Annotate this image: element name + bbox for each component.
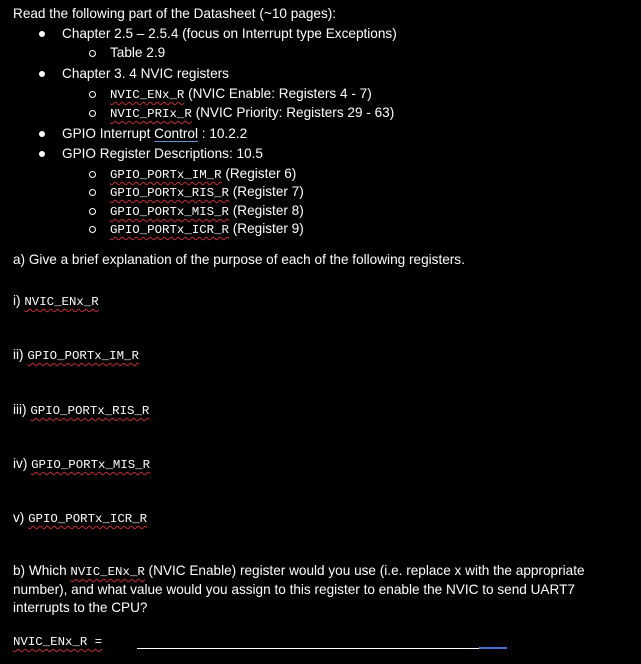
register-name: GPIO_PORTx_IM_R	[110, 168, 222, 182]
bullet-gpio-register-descriptions: GPIO Register Descriptions: 10.5	[62, 146, 263, 161]
question-b-register: NVIC_ENx_R	[70, 565, 145, 579]
sub-bullet-ring	[89, 171, 96, 178]
bullet-dot	[39, 131, 45, 137]
sub-bullet-ring	[89, 208, 96, 215]
bullet-chapter-2-5: Chapter 2.5 – 2.5.4 (focus on Interrupt type Exceptions)	[62, 26, 397, 41]
register-name: GPIO_PORTx_ICR_R	[110, 223, 229, 237]
item-v	[13, 509, 147, 528]
register-note: (Register 9)	[228, 221, 304, 236]
sub-bullet-ring	[89, 110, 96, 117]
item-register: NVIC_ENx_R	[24, 295, 99, 309]
gpio-int-number: : 10.2.2	[198, 126, 248, 141]
answer-label	[13, 633, 102, 651]
bullet-gpio-im	[110, 165, 296, 184]
gpio-int-link[interactable]: Control	[154, 126, 198, 141]
answer-cursor-marker	[479, 647, 507, 649]
register-note: (Register 7)	[228, 184, 304, 199]
bullet-table-2-9: Table 2.9	[110, 45, 166, 60]
bullet-dot	[39, 31, 45, 37]
sub-bullet-ring	[89, 226, 96, 233]
item-number: iii)	[13, 402, 31, 417]
item-register: GPIO_PORTx_MIS_R	[31, 458, 151, 472]
gpio-int-label: GPIO Interrupt	[62, 126, 155, 141]
answer-blank-line[interactable]	[137, 648, 479, 649]
bullet-gpio-interrupt-control	[62, 125, 247, 143]
register-name: NVIC_ENx_R	[110, 88, 185, 102]
bullet-dot	[39, 151, 45, 157]
bullet-nvic-priority	[110, 104, 394, 123]
register-note: (Register 6)	[221, 166, 297, 181]
item-ii	[13, 346, 139, 365]
bullet-gpio-mis	[110, 202, 304, 221]
item-i	[13, 292, 99, 311]
bullet-gpio-icr	[110, 220, 304, 239]
item-number: ii)	[13, 347, 28, 362]
bullet-nvic-enable	[110, 85, 372, 104]
sub-bullet-ring	[89, 91, 96, 98]
item-register: GPIO_PORTx_ICR_R	[28, 512, 148, 526]
register-desc: (NVIC Enable: Registers 4 - 7)	[184, 86, 372, 101]
question-b	[13, 562, 633, 617]
item-register: GPIO_PORTx_RIS_R	[30, 404, 150, 418]
register-name: GPIO_PORTx_MIS_R	[110, 205, 229, 219]
item-number: i)	[13, 293, 25, 308]
question-b-prefix: b) Which	[13, 563, 71, 578]
intro-text: Read the following part of the Datasheet (~10 pages):	[13, 6, 337, 21]
register-name: NVIC_PRIx_R	[110, 107, 192, 121]
sub-bullet-ring	[89, 50, 96, 57]
answer-register: NVIC_ENx_R =	[13, 635, 103, 649]
question-a: a) Give a brief explanation of the purpose of each of the following registers.	[13, 252, 465, 267]
register-note: (Register 8)	[228, 203, 304, 218]
item-number: v)	[13, 510, 29, 525]
item-number: iv)	[13, 456, 32, 471]
bullet-gpio-ris	[110, 183, 304, 202]
bullet-dot	[39, 71, 45, 77]
register-name: GPIO_PORTx_RIS_R	[110, 186, 229, 200]
sub-bullet-ring	[89, 189, 96, 196]
question-b-text: (NVIC Enable) register would you use (i.e. replace x with the appropriate number), and what value would you assign to this register to enable the NVIC to send UART7 interrupts to the CPU?	[13, 563, 585, 615]
item-iii	[13, 401, 149, 420]
bullet-chapter-3-4: Chapter 3. 4 NVIC registers	[62, 66, 229, 81]
item-iv	[13, 455, 150, 474]
register-desc: (NVIC Priority: Registers 29 - 63)	[191, 105, 395, 120]
item-register: GPIO_PORTx_IM_R	[27, 349, 139, 363]
